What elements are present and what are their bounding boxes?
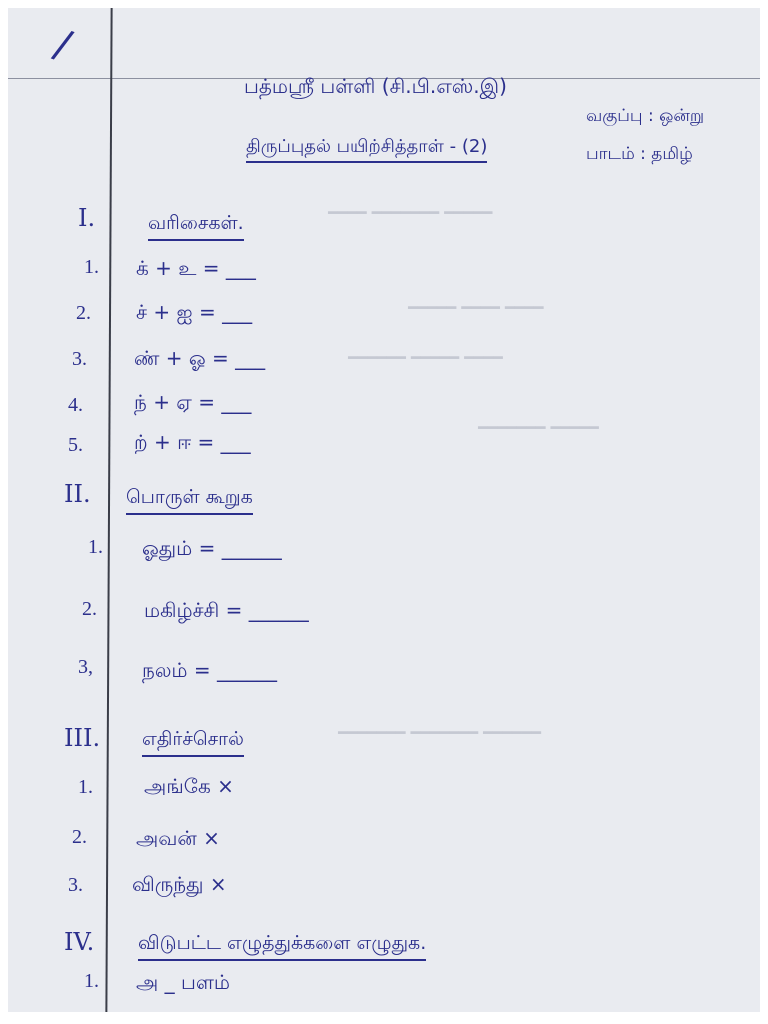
question-number: 1.: [78, 776, 93, 798]
question-text: நலம் = ______: [142, 658, 277, 682]
check-mark: /: [48, 21, 77, 69]
question-number: 3,: [78, 656, 93, 678]
bleed-through-text: ━━━━━ ━━━━ ━━━━: [408, 298, 544, 317]
question-text: அவன் ×: [136, 826, 220, 850]
question-text: அங்கே ×: [144, 774, 234, 798]
worksheet-page: [8, 8, 760, 1012]
question-number: 1.: [84, 970, 99, 992]
question-text: ஓதும் = ______: [142, 536, 282, 560]
question-number: 2.: [82, 598, 97, 620]
question-text: க் + உ = ___: [136, 256, 256, 280]
question-text: விருந்து ×: [132, 872, 227, 896]
section-title: விடுபட்ட எழுத்துக்களை எழுதுக.: [138, 932, 426, 961]
section-number: I.: [78, 204, 96, 232]
question-text: அ _ பளம்: [136, 970, 230, 994]
question-text: ந் + ஏ = ___: [134, 390, 252, 414]
school-title: பத்மஸ்ரீ பள்ளி (சி.பி.எஸ்.இ): [244, 74, 507, 98]
question-number: 3.: [72, 348, 87, 370]
section-title: எதிர்ச்சொல்: [142, 728, 244, 757]
bleed-through-text: ━━━━━━ ━━━━━ ━━━━: [348, 348, 503, 367]
bleed-through-text: ━━━━━━━ ━━━━━━━ ━━━━━━: [338, 723, 541, 742]
question-text: மகிழ்ச்சி = ______: [144, 598, 309, 622]
question-number: 2.: [72, 826, 87, 848]
subject-label: பாடம் : தமிழ்: [586, 144, 693, 164]
section-title: வரிசைகள்.: [148, 212, 244, 241]
question-number: 4.: [68, 394, 83, 416]
margin-line: [105, 8, 112, 1012]
question-number: 1.: [84, 256, 99, 278]
question-number: 5.: [68, 434, 83, 456]
question-text: ற் + ஈ = ___: [134, 430, 251, 454]
question-text: ச் + ஐ = ___: [136, 300, 253, 324]
question-text: ண் + ஓ = ___: [134, 346, 266, 370]
section-number: IV.: [64, 928, 95, 956]
section-number: II.: [64, 480, 91, 508]
worksheet-title: திருப்புதல் பயிற்சித்தாள் - (2): [246, 136, 487, 163]
question-number: 2.: [76, 302, 91, 324]
class-label: வகுப்பு : ஒன்று: [586, 106, 705, 126]
bleed-through-text: ━━━━ ━━━━━━━ ━━━━━: [328, 203, 493, 222]
section-title: பொருள் கூறுக: [126, 486, 253, 515]
question-number: 1.: [88, 536, 103, 558]
question-number: 3.: [68, 874, 83, 896]
bleed-through-text: ━━━━━━━ ━━━━━: [478, 418, 599, 437]
section-number: III.: [64, 724, 101, 752]
